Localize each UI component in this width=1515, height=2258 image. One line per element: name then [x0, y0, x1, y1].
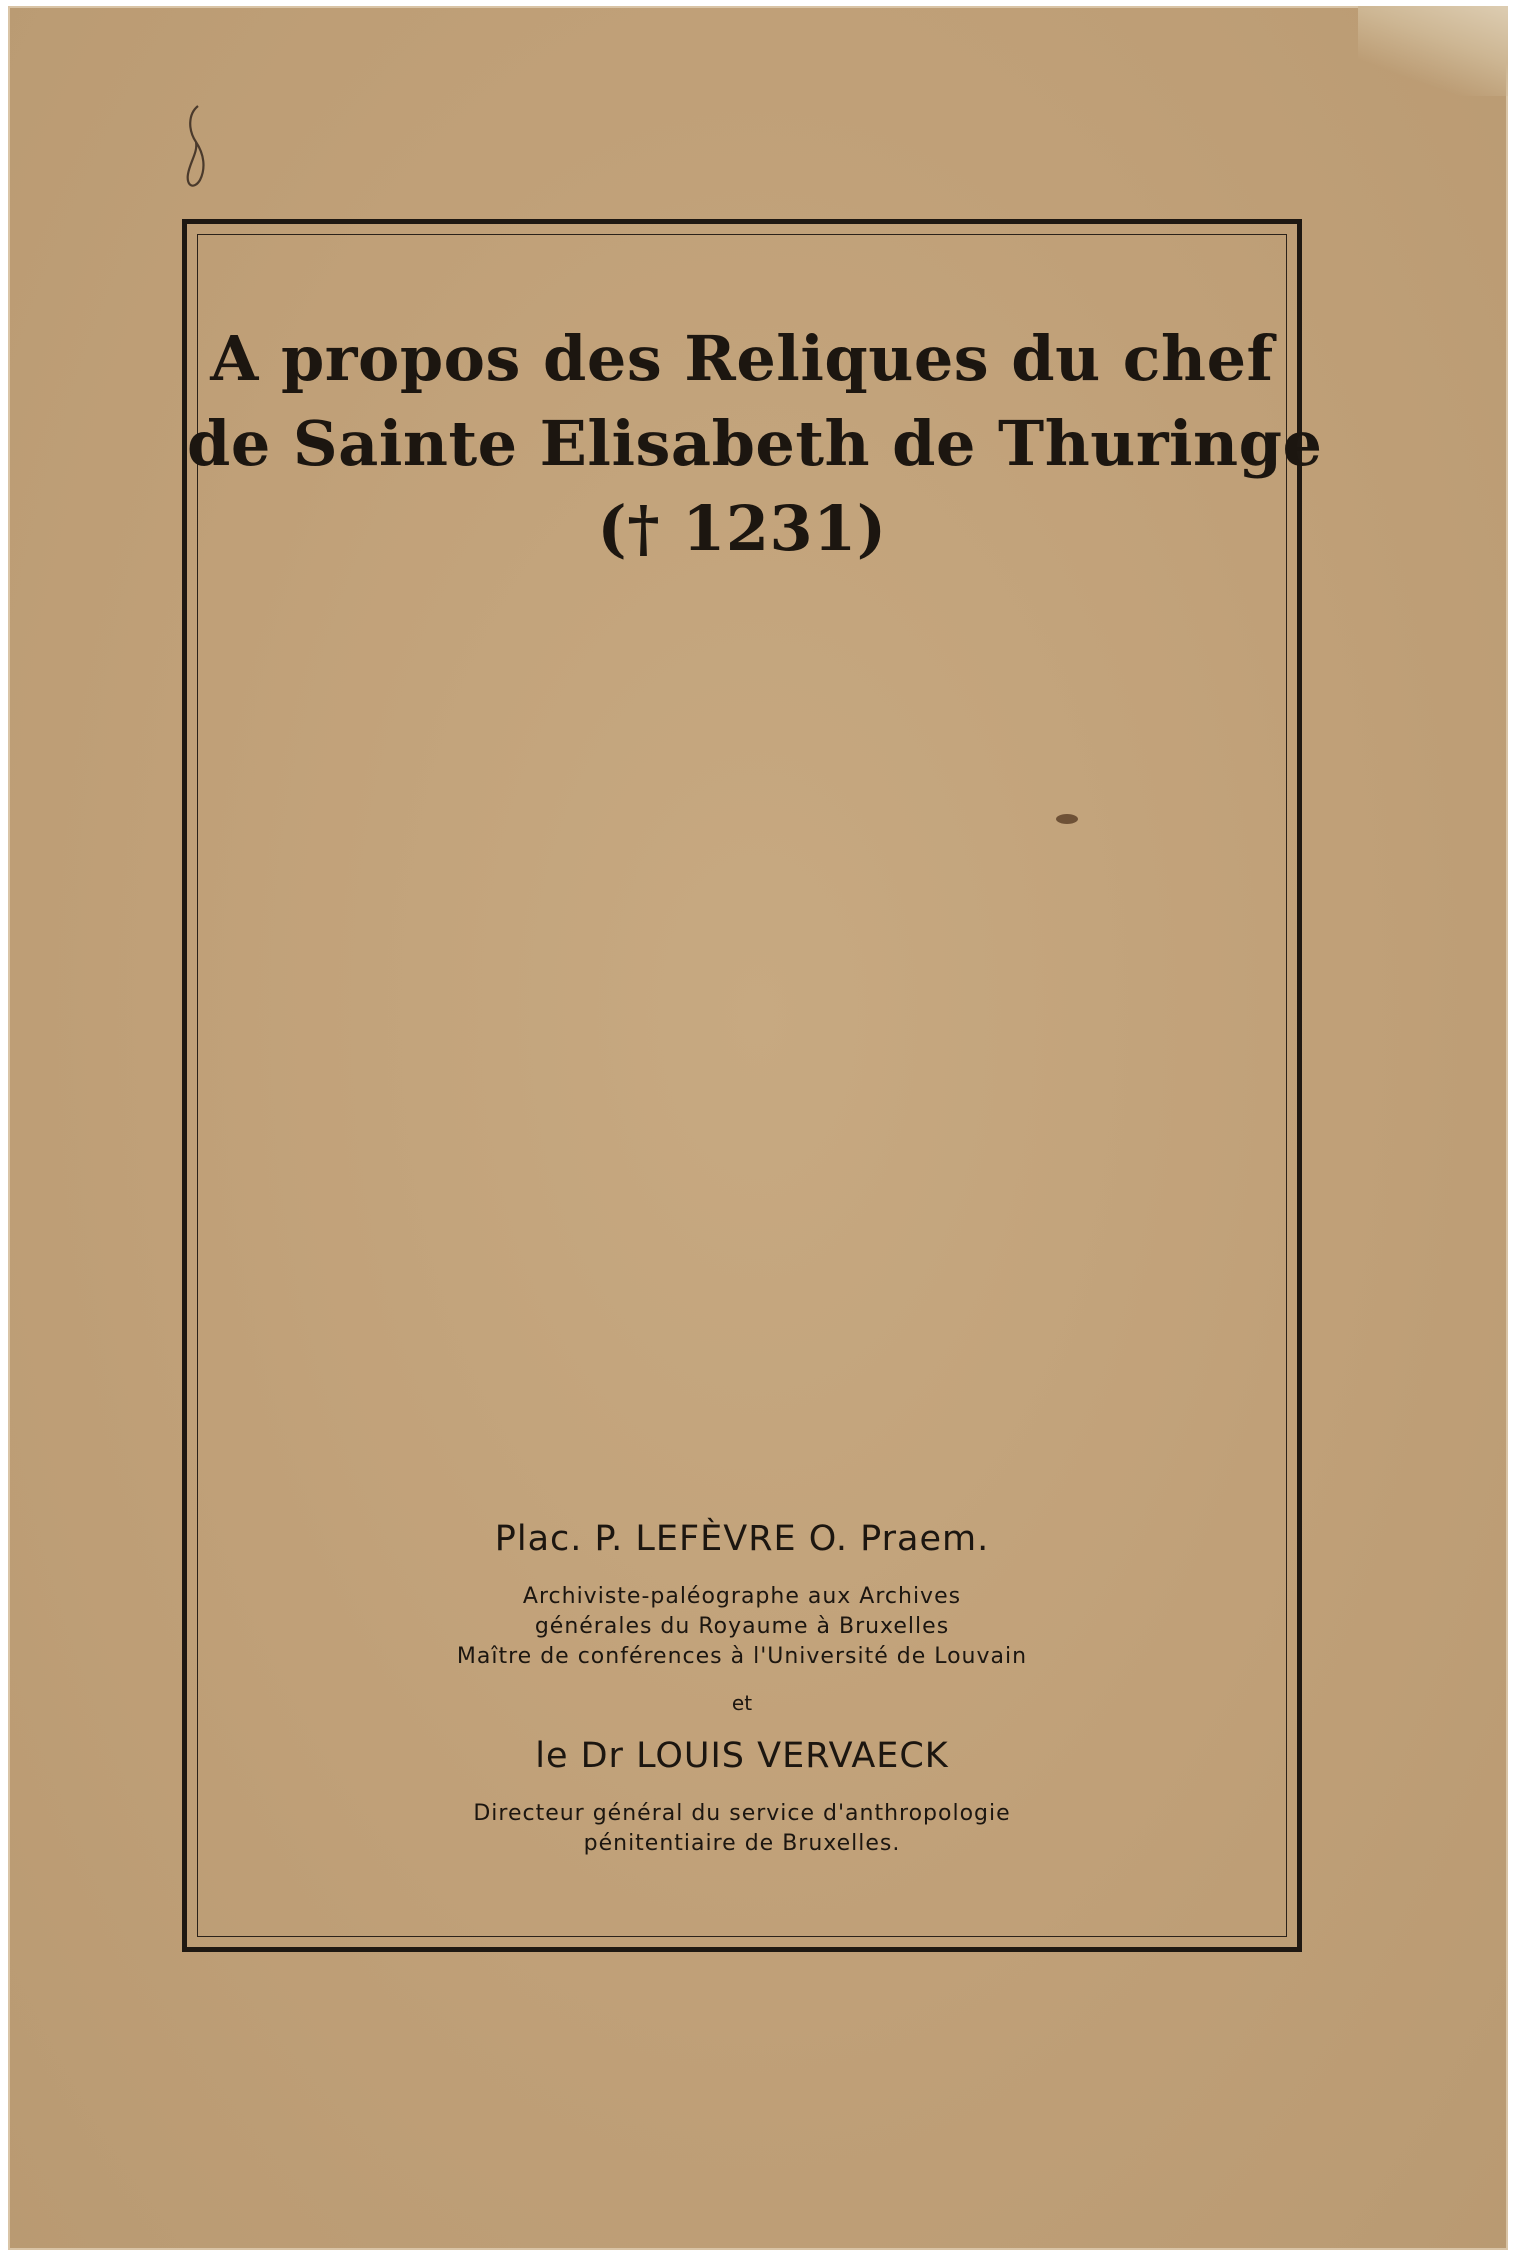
author-conjunction: et [731, 1691, 753, 1715]
title-line-2: de Sainte Elisabeth de Thuringe [187, 407, 1323, 480]
title-frame [182, 219, 1323, 1952]
author-2-affiliation-line: Directeur général du service d'anthropologie [473, 1801, 1011, 1826]
title-frame-inner-rule [197, 234, 1287, 1937]
title-line-3: († 1231) [597, 492, 887, 565]
author-1-name: Plac. P. LEFÈVRE O. Praem. [494, 1519, 990, 1559]
author-1-affiliation-line: générales du Royaume à Bruxelles [534, 1614, 950, 1639]
title-line-1: A propos des Reliques du chef [210, 322, 1274, 395]
author-2-affiliation-line: pénitentiaire de Bruxelles. [583, 1831, 901, 1856]
worn-corner [1358, 6, 1508, 96]
author-1-affiliation-line: Archiviste-paléographe aux Archives [522, 1584, 962, 1609]
book-cover [8, 6, 1508, 2250]
author-1-affiliation-line: Maître de conférences à l'Université de Louvain [456, 1644, 1028, 1669]
handwritten-pencil-mark [180, 102, 210, 194]
author-2-name: le Dr LOUIS VERVAECK [535, 1736, 949, 1776]
